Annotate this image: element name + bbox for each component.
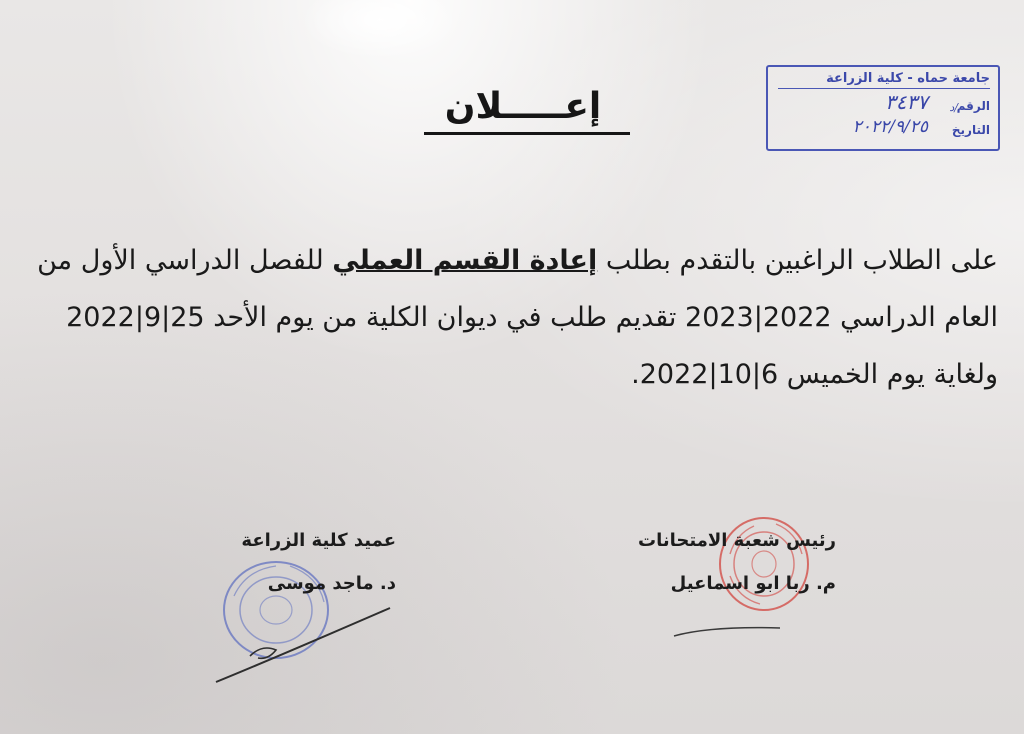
announcement-title: إعـــــلان [444,86,602,127]
dean-name: د. ماجد موسى [267,573,396,594]
body-emphasis: إعادة القسم العملي [332,245,598,276]
reference-stamp [766,65,1000,151]
exam-office-role: رئيس شعبة الامتحانات [638,530,836,551]
stamp-number-label: الرقم [956,99,990,113]
stamp-title: جامعة حماه - كلية الزراعة [778,71,990,89]
announcement-body [28,232,998,403]
dean-signature [241,530,396,594]
title-underline [424,132,630,135]
body-part-2: للفصل الدراسي الأول من العام الدراسي 2022|2023 تقديم طلب في ديوان الكلية من يوم الأحد 25|9|2022 ولغاية يوم الخميس 6|10|2022. [37,245,998,390]
exam-office-signature [638,530,836,594]
right-signature-stroke [670,618,790,642]
stamp-date-label: التاريخ [951,123,990,137]
stamp-date-value: ٢٠٢٢/٩/٢٥ [852,117,928,137]
stamp-number-suffix: /د [949,101,958,114]
dean-signature-stroke [210,600,400,690]
stamp-number-value: ٣٤٣٧ [885,90,928,114]
dean-role: عميد كلية الزراعة [241,530,396,551]
exam-office-name: م. ربا ابو اسماعيل [670,573,836,594]
light-glare [300,0,460,60]
body-part-1: على الطلاب الراغبين بالتقدم بطلب [597,245,998,276]
